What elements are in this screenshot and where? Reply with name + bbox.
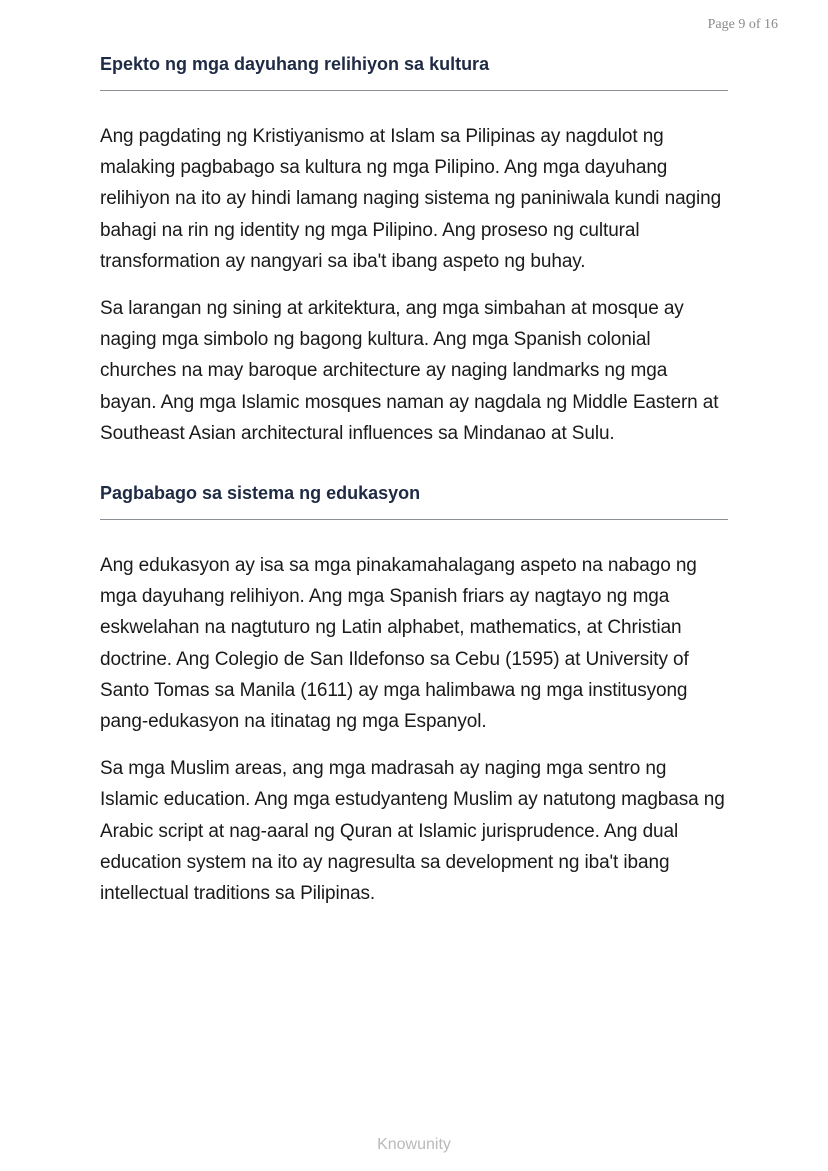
paragraph: Sa larangan ng sining at arkitektura, ang mga simbahan at mosque ay naging mga simbolo ng bagong kultura. Ang mga Spanish colonial churches na may baroque architecture ay naging landmarks ng mga bayan. Ang mga Islamic mosques naman ay nagdala ng Middle Eastern at Southeast Asian architectural influences sa Mindanao at Sulu. [100,298,719,444]
document-body [100,0,728,909]
paragraph: Ang pagdating ng Kristiyanismo at Islam sa Pilipinas ay nagdulot ng malaking pagbabago sa kultura ng mga Pilipino. Ang mga dayuhang relihiyon na ito ay hindi lamang naging sistema ng paniniwala kundi naging bahagi na rin ng identity ng mga Pilipino. Ang proseso ng cultural transformation ay nangyari sa iba't ibang aspeto ng buhay. [100,126,722,272]
section-cultural-effects [100,52,728,449]
section-heading: Epekto ng mga dayuhang relihiyon sa kultura [100,52,728,91]
footer-brand-logo: Knowunity [377,1136,451,1153]
paragraph: Sa mga Muslim areas, ang mga madrasah ay naging mga sentro ng Islamic education. Ang mga estudyanteng Muslim ay natutong magbasa ng Arabic script at nag-aaral ng Quran at Islamic jurisprudence. Ang dual education system na ito ay nagresulta sa development ng iba't ibang intellectual traditions sa Pilipinas. [100,758,725,905]
paragraph: Ang edukasyon ay isa sa mga pinakamahalagang aspeto na nabago ng mga dayuhang relihiyon. Ang mga Spanish friars ay nagtayo ng mga eskwelahan na nagtuturo ng Latin alphabet, mathematics, at Christian doctrine. Ang Colegio de San Ildefonso sa Cebu (1595) at University of Santo Tomas sa Manila (1611) ay mga halimbawa ng mga institusyong pang-edukasyon na itinatag ng mga Espanyol. [100,555,697,733]
section-heading: Pagbabago sa sistema ng edukasyon [100,481,728,520]
page-number: Page 9 of 16 [707,17,778,32]
section-education-changes [100,481,728,909]
